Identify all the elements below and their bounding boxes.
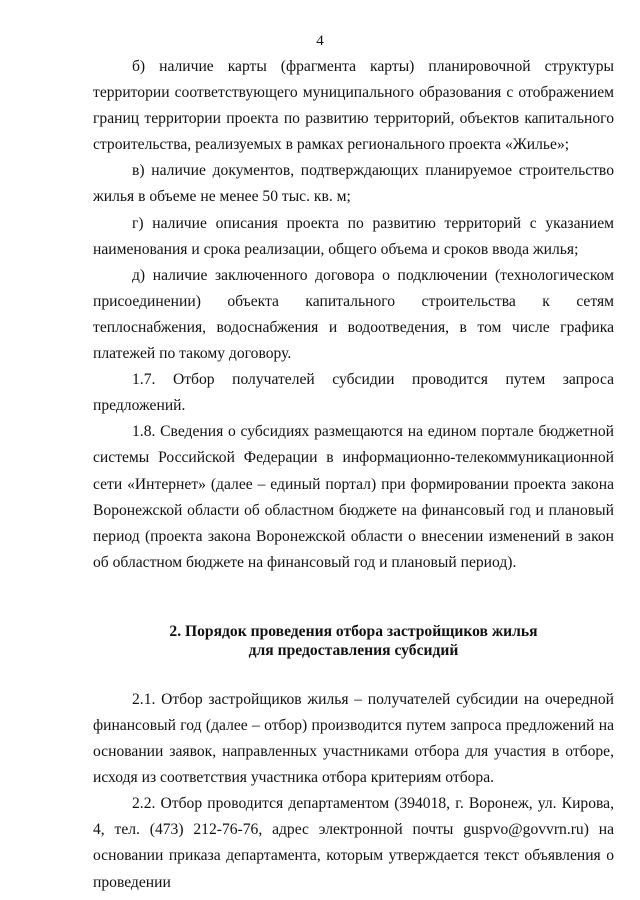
section-heading-line-1: 2. Порядок проведения отбора застройщиков жилья	[169, 622, 538, 640]
paragraph-g: г) наличие описания проекта по развитию территорий с указанием наименования и срока реализации, общего объема и сроков ввода жилья;	[93, 214, 614, 258]
paragraph-2-1: 2.1. Отбор застройщиков жилья – получателей субсидии на очередной финансовый год (далее – отбор) производится путем запроса предложений на основании заявок, направленных участниками отбора для участия в отборе, исходя из соответствия участника отбора критериям отбора.	[93, 690, 614, 787]
paragraph-2-2: 2.2. Отбор проводится департаментом (394018, г. Воронеж, ул. Кирова, 4, тел. (473) 212-76-76, адрес электронной почты guspvo@govvrn.ru) на основании приказа департамента, которым утверждается текст объявления о проведении	[93, 795, 614, 891]
section-heading-line-2: для предоставления субсидий	[248, 641, 459, 659]
paragraph-b: б) наличие карты (фрагмента карты) планировочной структуры территории соответствующего муниципального образования с отображением границ территории проекта по развитию территорий, объектов капитального строительства, реализуемых в рамках регионального проекта «Жилье»;	[93, 58, 614, 154]
page-number: 4	[316, 33, 324, 49]
paragraph-d: д) наличие заключенного договора о подключении (технологическом присоединении) объекта капитального строительства к сетям теплоснабжения, водоснабжения и водоотведения, в том числе графика платежей по такому договору.	[93, 266, 614, 363]
document-body	[93, 54, 614, 896]
section-heading	[93, 622, 614, 660]
paragraph-v: в) наличие документов, подтверждающих планируемое строительство жилья в объеме не менее 50 тыс. кв. м;	[93, 162, 614, 206]
paragraph-1-7: 1.7. Отбор получателей субсидии проводится путем запроса предложений.	[93, 371, 614, 415]
heading-spacer	[93, 660, 614, 687]
paragraph-1-8: 1.8. Сведения о субсидиях размещаются на едином портале бюджетной системы Российской Федерации в информационно-телекоммуникационной сети «Интернет» (далее – единый портал) при формировании проекта закона Воронежской области об областном бюджете на финансовый год и плановый период (проекта закона Воронежской области о внесении изменений в закон об областном бюджете на финансовый год и плановый период).	[93, 423, 614, 571]
